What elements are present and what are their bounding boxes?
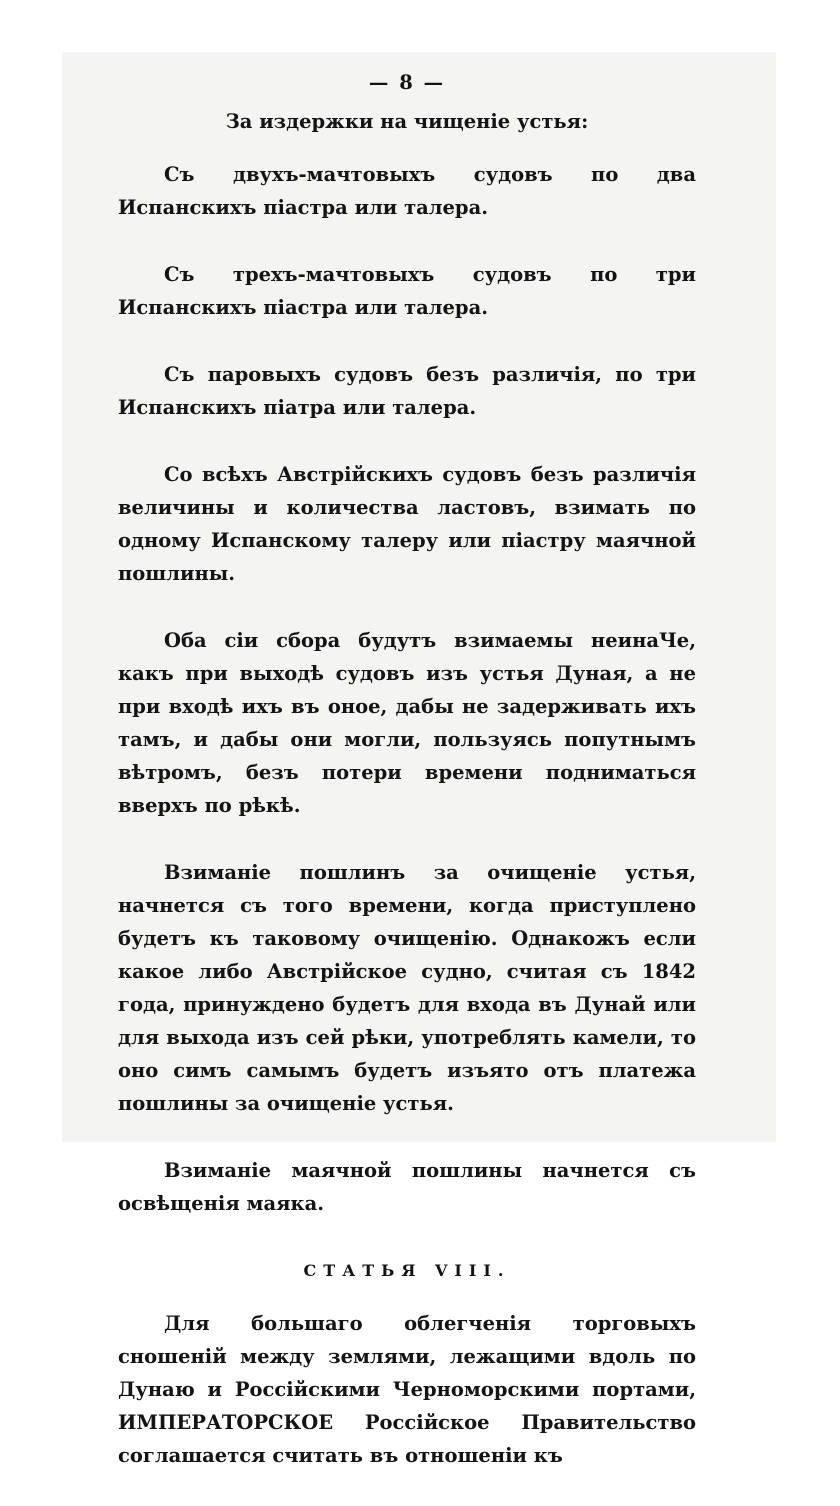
- page-number: — 8 —: [368, 71, 446, 94]
- article-title: СТАТЬЯ VIII.: [303, 1261, 511, 1280]
- paragraph-article-viii: Для большаго облегченія торговыхъ сношеній между землями, лежащими вдоль по Дунаю и Россійскими Черноморскими портами, ИМПЕРАТОРСКОЕ Россійское Правительство соглашается считать въ отношеніи къ: [118, 1312, 696, 1467]
- paragraph-austrian: Со всѣхъ Австрійскихъ судовъ безъ различія величины и количества ластовъ, взимать по одному Испанскому талеру или піастру маячной пошлины.: [118, 463, 696, 585]
- paragraph-clearing-duty: Взиманіе пошлинъ за очищеніе устья, начнется съ того времени, когда приступлено будетъ къ таковому очищенію. Однакожъ если какое либо Австрійское судно, считая съ 1842 года, принуждено будетъ для входа въ Дунай или для выхода изъ сей рѣки, употреблять камели, то оно симъ самымъ будетъ изъято отъ платежа пошлины за очищеніе устья.: [118, 861, 696, 1115]
- paragraph-two-mast: Съ двухъ-мачтовыхъ судовъ по два Испанскихъ піастра или талера.: [118, 163, 696, 219]
- document-text: [118, 66, 696, 1506]
- paragraph-collection: Оба сіи сбора будутъ взимаемы неинаЧе, какъ при выходѣ судовъ изъ устья Дуная, а не при входѣ ихъ въ оное, дабы не задерживать ихъ тамъ, и дабы они могли, пользуясь попутнымъ вѣтромъ, безъ потери времени подниматься вверхъ по рѣкѣ.: [118, 629, 696, 817]
- paragraph-steam: Съ паровыхъ судовъ безъ различія, по три Испанскихъ піатра или талера.: [118, 363, 696, 419]
- section-heading: За издержки на чищеніе устья:: [225, 110, 589, 133]
- paragraph-lighthouse: Взиманіе маячной пошлины начнется съ освѣщенія маяка.: [118, 1159, 696, 1215]
- paragraph-three-mast: Съ трехъ-мачтовыхъ судовъ по три Испанскихъ піастра или талера.: [118, 263, 696, 319]
